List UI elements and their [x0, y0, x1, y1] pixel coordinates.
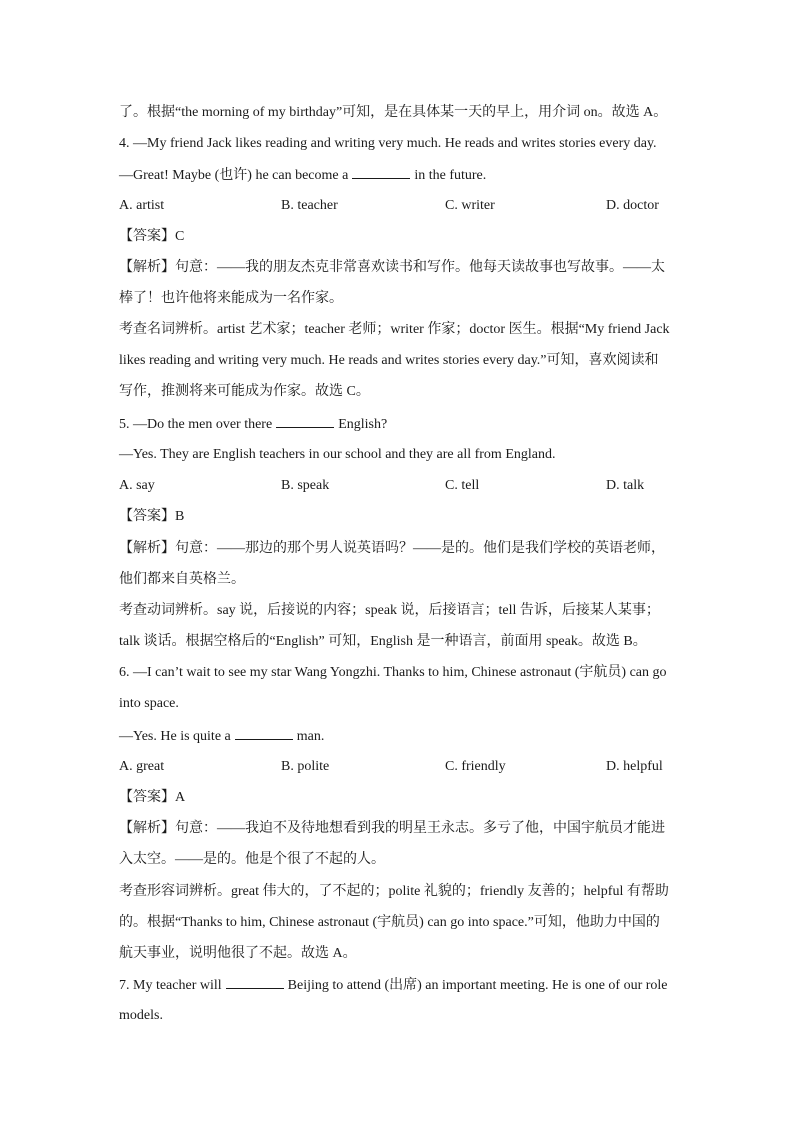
option-a: A. great	[119, 759, 165, 774]
analysis-line: 【解析】句意：——我的朋友杰克非常喜欢读书和写作。他每天读故事也写故事。——太	[119, 260, 665, 275]
text-segment: English?	[338, 417, 388, 432]
question-4-stem: 4. —My friend Jack likes reading and writing very much. He reads and writes stories every day.	[119, 136, 657, 151]
question-7-stem: models.	[119, 1008, 163, 1023]
question-5-options	[119, 476, 679, 496]
analysis-line: 他们都来自英格兰。	[119, 572, 245, 587]
text-segment: —Yes. He is quite a	[119, 729, 231, 744]
option-c: C. writer	[445, 198, 495, 213]
answer-blank	[276, 414, 334, 428]
question-6-options	[119, 757, 679, 777]
analysis-line: talk 谈话。根据空格后的“English” 可知，English 是一种语言，前面用 speak。故选 B。	[119, 634, 647, 649]
analysis-line: 【解析】句意：——我迫不及待地想看到我的明星王永志。多亏了他，中国宇航员才能进	[119, 821, 665, 836]
analysis-line: 【解析】句意：——那边的那个男人说英语吗？——是的。他们是我们学校的英语老师，	[119, 541, 665, 556]
analysis-line: 考查名词辨析。artist 艺术家；teacher 老师；writer 作家；doctor 医生。根据“My friend Jack	[119, 322, 670, 337]
answer-blank	[235, 726, 293, 740]
question-7-stem	[119, 975, 668, 996]
option-c: C. friendly	[445, 759, 506, 774]
answer-line: 【答案】A	[119, 790, 186, 805]
option-b: B. teacher	[281, 198, 338, 213]
text-segment: —Great! Maybe (也许) he can become a	[119, 168, 349, 183]
analysis-line: likes reading and writing very much. He reads and writes stories every day.”可知，喜欢阅读和	[119, 353, 659, 368]
option-b: B. speak	[281, 478, 330, 493]
option-a: A. say	[119, 478, 155, 493]
analysis-line: 航天事业，说明他很了不起。故选 A。	[119, 946, 357, 961]
question-6-stem: into space.	[119, 696, 179, 711]
option-b: B. polite	[281, 759, 330, 774]
text-segment: Beijing to attend (出席) an important meeting. He is one of our role	[287, 978, 668, 993]
analysis-line: 入太空。——是的。他是个很了不起的人。	[119, 852, 385, 867]
text-segment: in the future.	[414, 168, 487, 183]
option-d: D. doctor	[606, 198, 659, 213]
answer-line: 【答案】C	[119, 229, 185, 244]
analysis-line: 考查形容词辨析。great 伟大的，了不起的；polite 礼貌的；friendly 友善的；helpful 有帮助	[119, 884, 669, 899]
text-line: 了。根据“the morning of my birthday”可知，是在具体某一天的早上，用介词 on。故选 A。	[119, 105, 668, 120]
analysis-line: 写作，推测将来可能成为作家。故选 C。	[119, 384, 370, 399]
option-d: D. talk	[606, 478, 645, 493]
text-segment: man.	[296, 729, 325, 744]
answer-blank	[352, 165, 410, 179]
answer-line: 【答案】B	[119, 509, 185, 524]
option-a: A. artist	[119, 198, 165, 213]
analysis-line: 的。根据“Thanks to him, Chinese astronaut (宇航员) can go into space.”可知，他助力中国的	[119, 915, 660, 930]
question-6-reply	[119, 726, 324, 747]
question-4-options	[119, 196, 679, 216]
text-segment: 5. —Do the men over there	[119, 417, 273, 432]
question-6-stem: 6. —I can’t wait to see my star Wang Yongzhi. Thanks to him, Chinese astronaut (宇航员) can go	[119, 665, 667, 680]
question-4-reply	[119, 165, 486, 186]
option-d: D. helpful	[606, 759, 663, 774]
question-5-stem	[119, 414, 387, 435]
option-c: C. tell	[445, 478, 480, 493]
text-segment: 7. My teacher will	[119, 978, 222, 993]
answer-blank	[226, 975, 284, 989]
analysis-line: 考查动词辨析。say 说，后接说的内容；speak 说，后接语言；tell 告诉，后接某人某事；	[119, 603, 660, 618]
question-5-reply: —Yes. They are English teachers in our school and they are all from England.	[119, 447, 556, 462]
analysis-line: 棒了！也许他将来能成为一名作家。	[119, 291, 343, 306]
